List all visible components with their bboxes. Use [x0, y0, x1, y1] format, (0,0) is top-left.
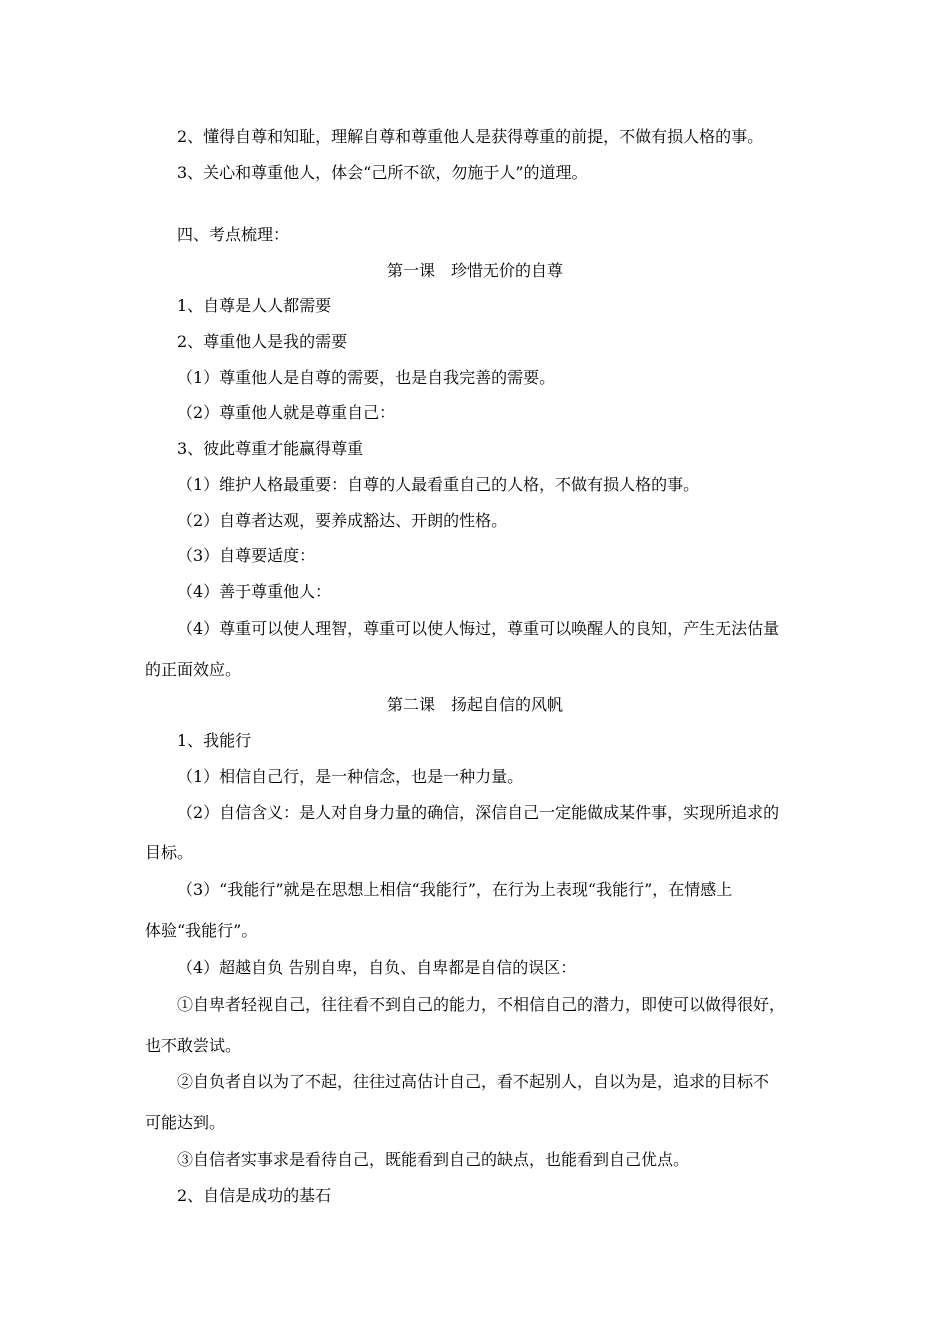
lesson-2-point-1-sub-1: （1）相信自己行，是一种信念，也是一种力量。 [177, 767, 524, 786]
lesson-2-point-1-sub-2-cont: 目标。 [145, 843, 194, 862]
point-3: 3、彼此尊重才能赢得尊重 [177, 439, 364, 458]
point-3-sub-3: （3）自尊要适度： [177, 546, 316, 565]
point-1: 1、自尊是人人都需要 [177, 296, 332, 315]
bullet-1-cont: 也不敢尝试。 [145, 1036, 242, 1055]
lesson-2-title: 第二课 扬起自信的风帆 [386, 695, 563, 714]
point-2-sub-1: （1）尊重他人是自尊的需要，也是自我完善的需要。 [177, 368, 556, 387]
point-3-sub-4: （4）善于尊重他人： [177, 582, 332, 601]
lesson-2-point-1-sub-3: （3）“我能行”就是在思想上相信“我能行”，在行为上表现“我能行”，在情感上 [177, 880, 733, 899]
point-3-sub-5-cont: 的正面效应。 [145, 660, 242, 679]
lesson-2-point-1: 1、我能行 [177, 731, 252, 750]
point-2-sub-2: （2）尊重他人就是尊重自己： [177, 403, 396, 422]
bullet-2-cont: 可能达到。 [145, 1113, 226, 1132]
bullet-2: ②自负者自以为了不起，往往过高估计自己，看不起别人，自以为是，追求的目标不 [177, 1072, 770, 1091]
goal-item-3: 3、关心和尊重他人，体会“己所不欲，勿施于人”的道理。 [177, 163, 588, 182]
section-heading: 四、考点梳理： [177, 225, 290, 244]
point-3-sub-2: （2）自尊者达观，要养成豁达、开朗的性格。 [177, 511, 508, 530]
bullet-1: ①自卑者轻视自己，往往看不到自己的能力，不相信自己的潜力，即使可以做得很好， [177, 995, 786, 1014]
lesson-1-title: 第一课 珍惜无价的自尊 [386, 261, 563, 280]
bullet-3: ③自信者实事求是看待自己，既能看到自己的缺点，也能看到自己优点。 [177, 1150, 690, 1169]
lesson-2-point-1-sub-2: （2）自信含义：是人对自身力量的确信，深信自己一定能做成某件事，实现所追求的 [177, 803, 780, 822]
lesson-2-point-1-sub-3-cont: 体验“我能行”。 [145, 921, 258, 940]
lesson-2-point-2: 2、自信是成功的基石 [177, 1186, 332, 1205]
point-3-sub-1: （1）维护人格最重要：自尊的人最看重自己的人格，不做有损人格的事。 [177, 475, 700, 494]
point-3-sub-5: （4）尊重可以使人理智，尊重可以使人悔过，尊重可以唤醒人的良知，产生无法估量 [177, 619, 780, 638]
lesson-2-point-1-sub-4: （4）超越自负 告别自卑，自负、自卑都是自信的误区： [177, 958, 577, 977]
point-2: 2、尊重他人是我的需要 [177, 332, 348, 351]
goal-item-2: 2、懂得自尊和知耻，理解自尊和尊重他人是获得尊重的前提，不做有损人格的事。 [177, 127, 764, 146]
